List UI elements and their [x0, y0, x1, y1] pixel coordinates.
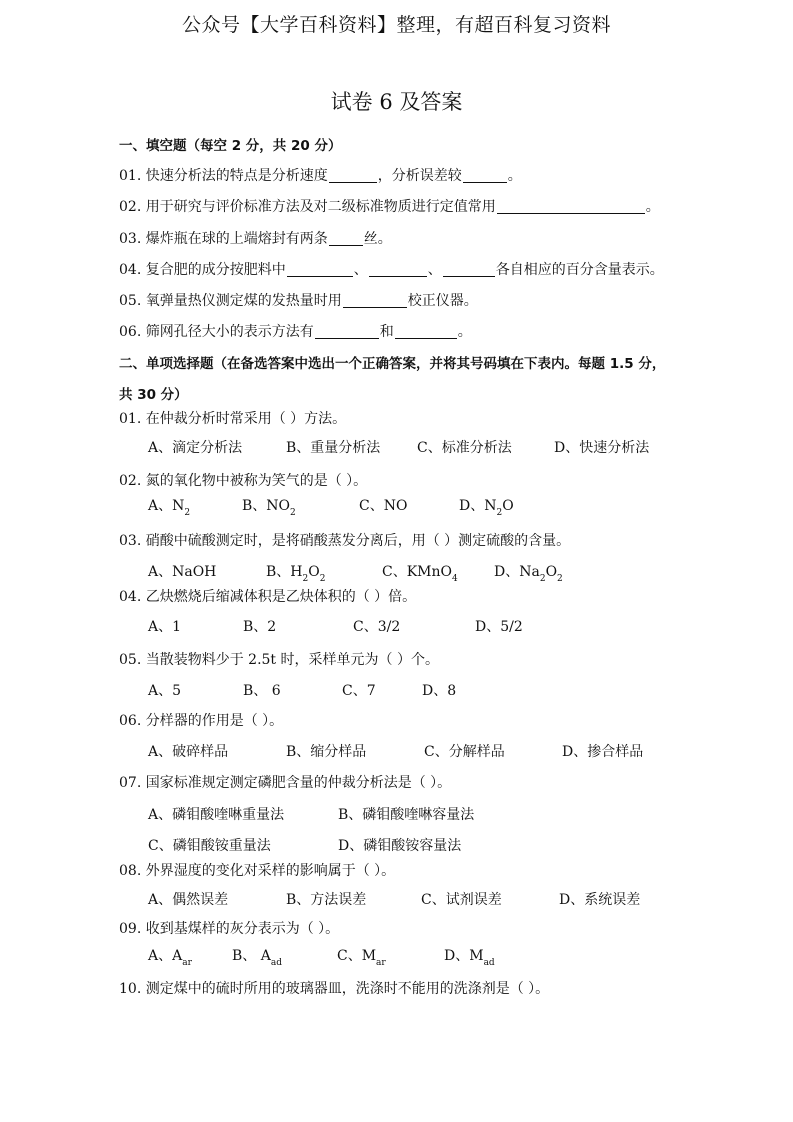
option-c[interactable]: C、KMnO$_4$: [382, 564, 458, 584]
choice-question-09: 09. 收到基煤样的灰分表示为（ ）。: [119, 921, 340, 937]
option-a[interactable]: A、磷钼酸喹啉重量法: [148, 807, 285, 823]
option-d[interactable]: D、$M_{ad}$: [444, 948, 495, 968]
page-header: 公众号【大学百科资料】整理，有超百科复习资料: [181, 14, 611, 36]
option-b[interactable]: B、方法误差: [286, 892, 367, 908]
option-a[interactable]: A、$A_{ar}$: [148, 948, 192, 968]
option-d[interactable]: D、5/2: [475, 619, 523, 635]
answer-blank[interactable]: [497, 199, 645, 214]
option-b[interactable]: B、磷钼酸喹啉容量法: [338, 807, 475, 823]
choice-question-05: 05. 当散装物料少于 2.5t 时，采样单元为（ ）个。: [119, 652, 439, 668]
fill-question-02: 02. 用于研究与评价标准方法及对二级标准物质进行定值常用 。: [119, 199, 660, 215]
option-a[interactable]: A、1: [148, 619, 182, 635]
option-c[interactable]: C、磷钼酸铵重量法: [148, 838, 271, 854]
option-c[interactable]: C、分解样品: [424, 744, 505, 760]
option-b[interactable]: B、$H_2O_2$: [266, 564, 326, 584]
answer-blank[interactable]: [395, 324, 457, 339]
option-a[interactable]: A、滴定分析法: [148, 440, 243, 456]
option-c[interactable]: C、标准分析法: [417, 440, 512, 456]
choice-question-08: 08. 外界湿度的变化对采样的影响属于（ ）。: [119, 863, 396, 879]
option-b[interactable]: B、$NO_2$: [242, 498, 296, 518]
answer-blank[interactable]: [329, 231, 363, 246]
answer-blank[interactable]: [443, 262, 495, 277]
answer-blank[interactable]: [369, 262, 427, 277]
answer-blank[interactable]: [463, 168, 507, 183]
fill-question-03: 03. 爆炸瓶在球的上端熔封有两条 丝。: [119, 231, 392, 247]
fill-question-04: 04. 复合肥的成分按肥料中 、 、 各自相应的百分含量表示。: [119, 262, 664, 278]
option-c[interactable]: C、试剂误差: [421, 892, 502, 908]
option-c[interactable]: C、3/2: [353, 619, 401, 635]
page-title: 试卷 6 及答案: [330, 90, 463, 114]
option-a[interactable]: A、破碎样品: [148, 744, 229, 760]
option-c[interactable]: C、NO: [359, 498, 408, 514]
choice-question-10: 10. 测定煤中的硫时所用的玻璃器皿，洗涤时不能用的洗涤剂是（ ）。: [119, 981, 550, 997]
option-d[interactable]: D、$N_2O$: [459, 498, 514, 518]
option-d[interactable]: D、$Na_2O_2$: [494, 564, 563, 584]
option-b[interactable]: B、缩分样品: [286, 744, 367, 760]
option-d[interactable]: D、掺合样品: [562, 744, 644, 760]
section2-heading-line1: 二、单项选择题（在备选答案中选出一个正确答案，并将其号码填在下表内。每题 1.5 分，: [119, 356, 666, 372]
option-d[interactable]: D、8: [422, 683, 457, 699]
choice-question-06: 06. 分样器的作用是（ ）。: [119, 713, 284, 729]
answer-blank[interactable]: [287, 262, 353, 277]
fill-question-05: 05. 氧弹量热仪测定煤的发热量时用 校正仪器。: [119, 293, 478, 309]
option-a[interactable]: A、5: [148, 683, 182, 699]
choice-question-02: 02. 氮的氧化物中被称为笑气的是（ ）。: [119, 473, 368, 489]
option-c[interactable]: C、$M_{ar}$: [337, 948, 386, 968]
option-c[interactable]: C、7: [342, 683, 376, 699]
option-b[interactable]: B、重量分析法: [286, 440, 381, 456]
fill-question-06: 06. 筛网孔径大小的表示方法有 和 。: [119, 324, 472, 340]
option-d[interactable]: D、磷钼酸铵容量法: [338, 838, 462, 854]
section1-heading: 一、填空题（每空 2 分，共 20 分）: [119, 138, 342, 154]
option-b[interactable]: B、 6: [243, 683, 281, 699]
fill-question-01: 01. 快速分析法的特点是分析速度 ，分析误差较 。: [119, 168, 522, 184]
option-a[interactable]: A、偶然误差: [148, 892, 229, 908]
option-a[interactable]: A、$N_2$: [148, 498, 191, 518]
answer-blank[interactable]: [315, 324, 379, 339]
section2-heading-line2: 共 30 分）: [119, 387, 188, 403]
choice-question-01: 01. 在仲裁分析时常采用（ ）方法。: [119, 411, 347, 427]
option-d[interactable]: D、快速分析法: [554, 440, 650, 456]
answer-blank[interactable]: [343, 293, 407, 308]
choice-question-03: 03. 硝酸中硫酸测定时，是将硝酸蒸发分离后，用（ ）测定硫酸的含量。: [119, 533, 571, 549]
option-b[interactable]: B、 $A_{ad}$: [232, 948, 282, 968]
option-b[interactable]: B、2: [243, 619, 277, 635]
option-a[interactable]: A、NaOH: [148, 564, 217, 580]
choice-question-07: 07. 国家标准规定测定磷肥含量的仲裁分析法是（ ）。: [119, 775, 452, 791]
answer-blank[interactable]: [329, 168, 377, 183]
option-d[interactable]: D、系统误差: [559, 892, 641, 908]
choice-question-04: 04. 乙炔燃烧后缩减体积是乙炔体积的（ ）倍。: [119, 589, 417, 605]
